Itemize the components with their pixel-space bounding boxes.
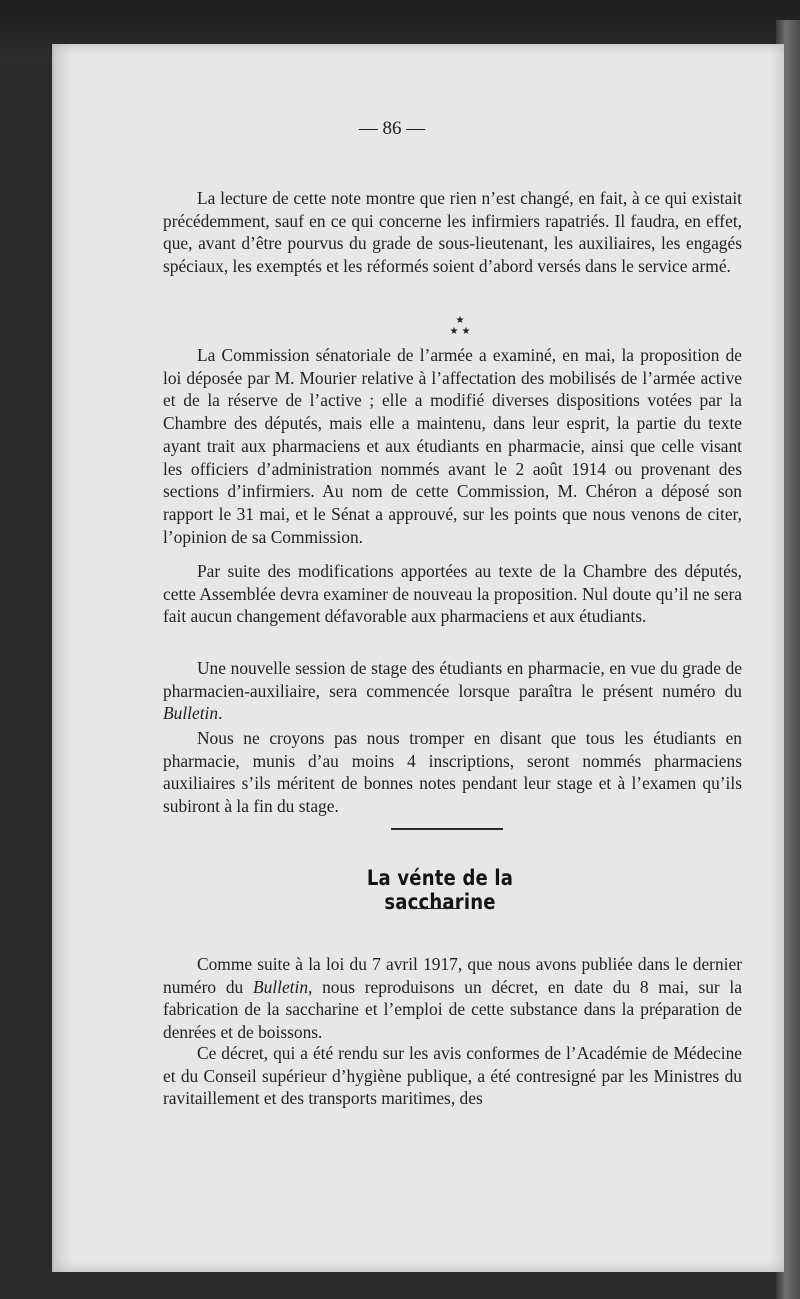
asterism-icon <box>448 314 472 336</box>
paragraph-text: Ce décret, qui a été rendu sur les avis conformes de l’Académie de Médecine et du Conseil supérieur d’hygiène publique, a été contresigné par les Ministres du ravitaillement et des transports maritimes, des <box>163 1043 742 1109</box>
paragraph-loi <box>163 953 742 1044</box>
paragraph-text: Nous ne croyons pas nous tromper en disant que tous les étudiants en pharmacie, munis d’au moins 4 inscriptions, seront nommés pharmaciens auxiliaires s’ils méritent de bonnes notes pendant leur stage et à l’examen qu’ils subiront à la fin du stage. <box>163 728 742 817</box>
bulletin-title: Bulletin <box>163 703 219 724</box>
paragraph-text: Par suite des modifications apportées au texte de la Chambre des députés, cette Assemblée devra examiner de nouveau la proposition. Nul doute qu’il ne sera fait aucun changement défavorable aux pharmaciens et aux étudiants. <box>163 561 742 627</box>
paragraph-text: La Commission sénatoriale de l’armée a examiné, en mai, la proposition de loi déposée par M. Mourier relative à l’affectation des mobilisés de l’armée active et de la réserve de l’active ; elle a modifié diverses dispositions votées par la Chambre des députés, mais elle a maintenu, dans leur esprit, la partie du texte ayant trait aux pharmaciens et aux étudiants en pharmacie, ainsi que celle visant les officiers d’administration nommés avant le 2 août 1914 ou provenant des sections d’infirmiers. Au nom de cette Commission, M. Chéron a déposé son rapport le 31 mai, et le Sénat a approuvé, sur les points que nous venons de citer, l’opinion de sa Commission. <box>163 345 742 547</box>
text-run: Comme suite à la loi du 7 avril 1917, que nous avons publiée dans le dernier numéro du <box>163 954 742 997</box>
paragraph-lecture <box>163 187 742 278</box>
section-divider <box>391 828 503 830</box>
paragraph-text <box>163 657 742 725</box>
paragraph-etudiants <box>163 727 742 818</box>
text-run: . <box>218 703 223 724</box>
paragraph-session-stage <box>163 657 742 725</box>
paragraph-decret <box>163 1042 742 1110</box>
section-heading: La vénte de la saccharine <box>366 866 514 914</box>
svg-text:★: ★ <box>461 326 471 336</box>
page-number: — 86 — <box>358 118 426 139</box>
paragraph-modifications <box>163 560 742 628</box>
text-run: , nous reproduisons un décret, en date du 8 mai, sur la fabrication de la saccharine et l’emploi de cette substance dans la préparation de denrées et de boissons. <box>163 976 742 1043</box>
paragraph-text <box>163 953 742 1044</box>
paragraph-commission <box>163 344 742 548</box>
paragraph-text: La lecture de cette note montre que rien n’est changé, en fait, à ce qui existait précédemment, sauf en ce qui concerne les infirmiers rapatriés. Il faudra, en effet, que, avant d’être pourvus du grade de sous-lieutenant, les auxiliaires, les engagés spéciaux, les exemptés et les réformés soient d’abord versés dans le service armé. <box>163 188 742 277</box>
svg-text:★: ★ <box>455 315 465 326</box>
svg-text:★: ★ <box>449 326 459 336</box>
bulletin-title: Bulletin <box>252 976 309 997</box>
heading-underline <box>410 908 460 909</box>
text-run: Une nouvelle session de stage des étudiants en pharmacie, en vue du grade de pharmacien-auxiliaire, sera commencée lorsque paraîtra le présent numéro du <box>163 658 742 701</box>
